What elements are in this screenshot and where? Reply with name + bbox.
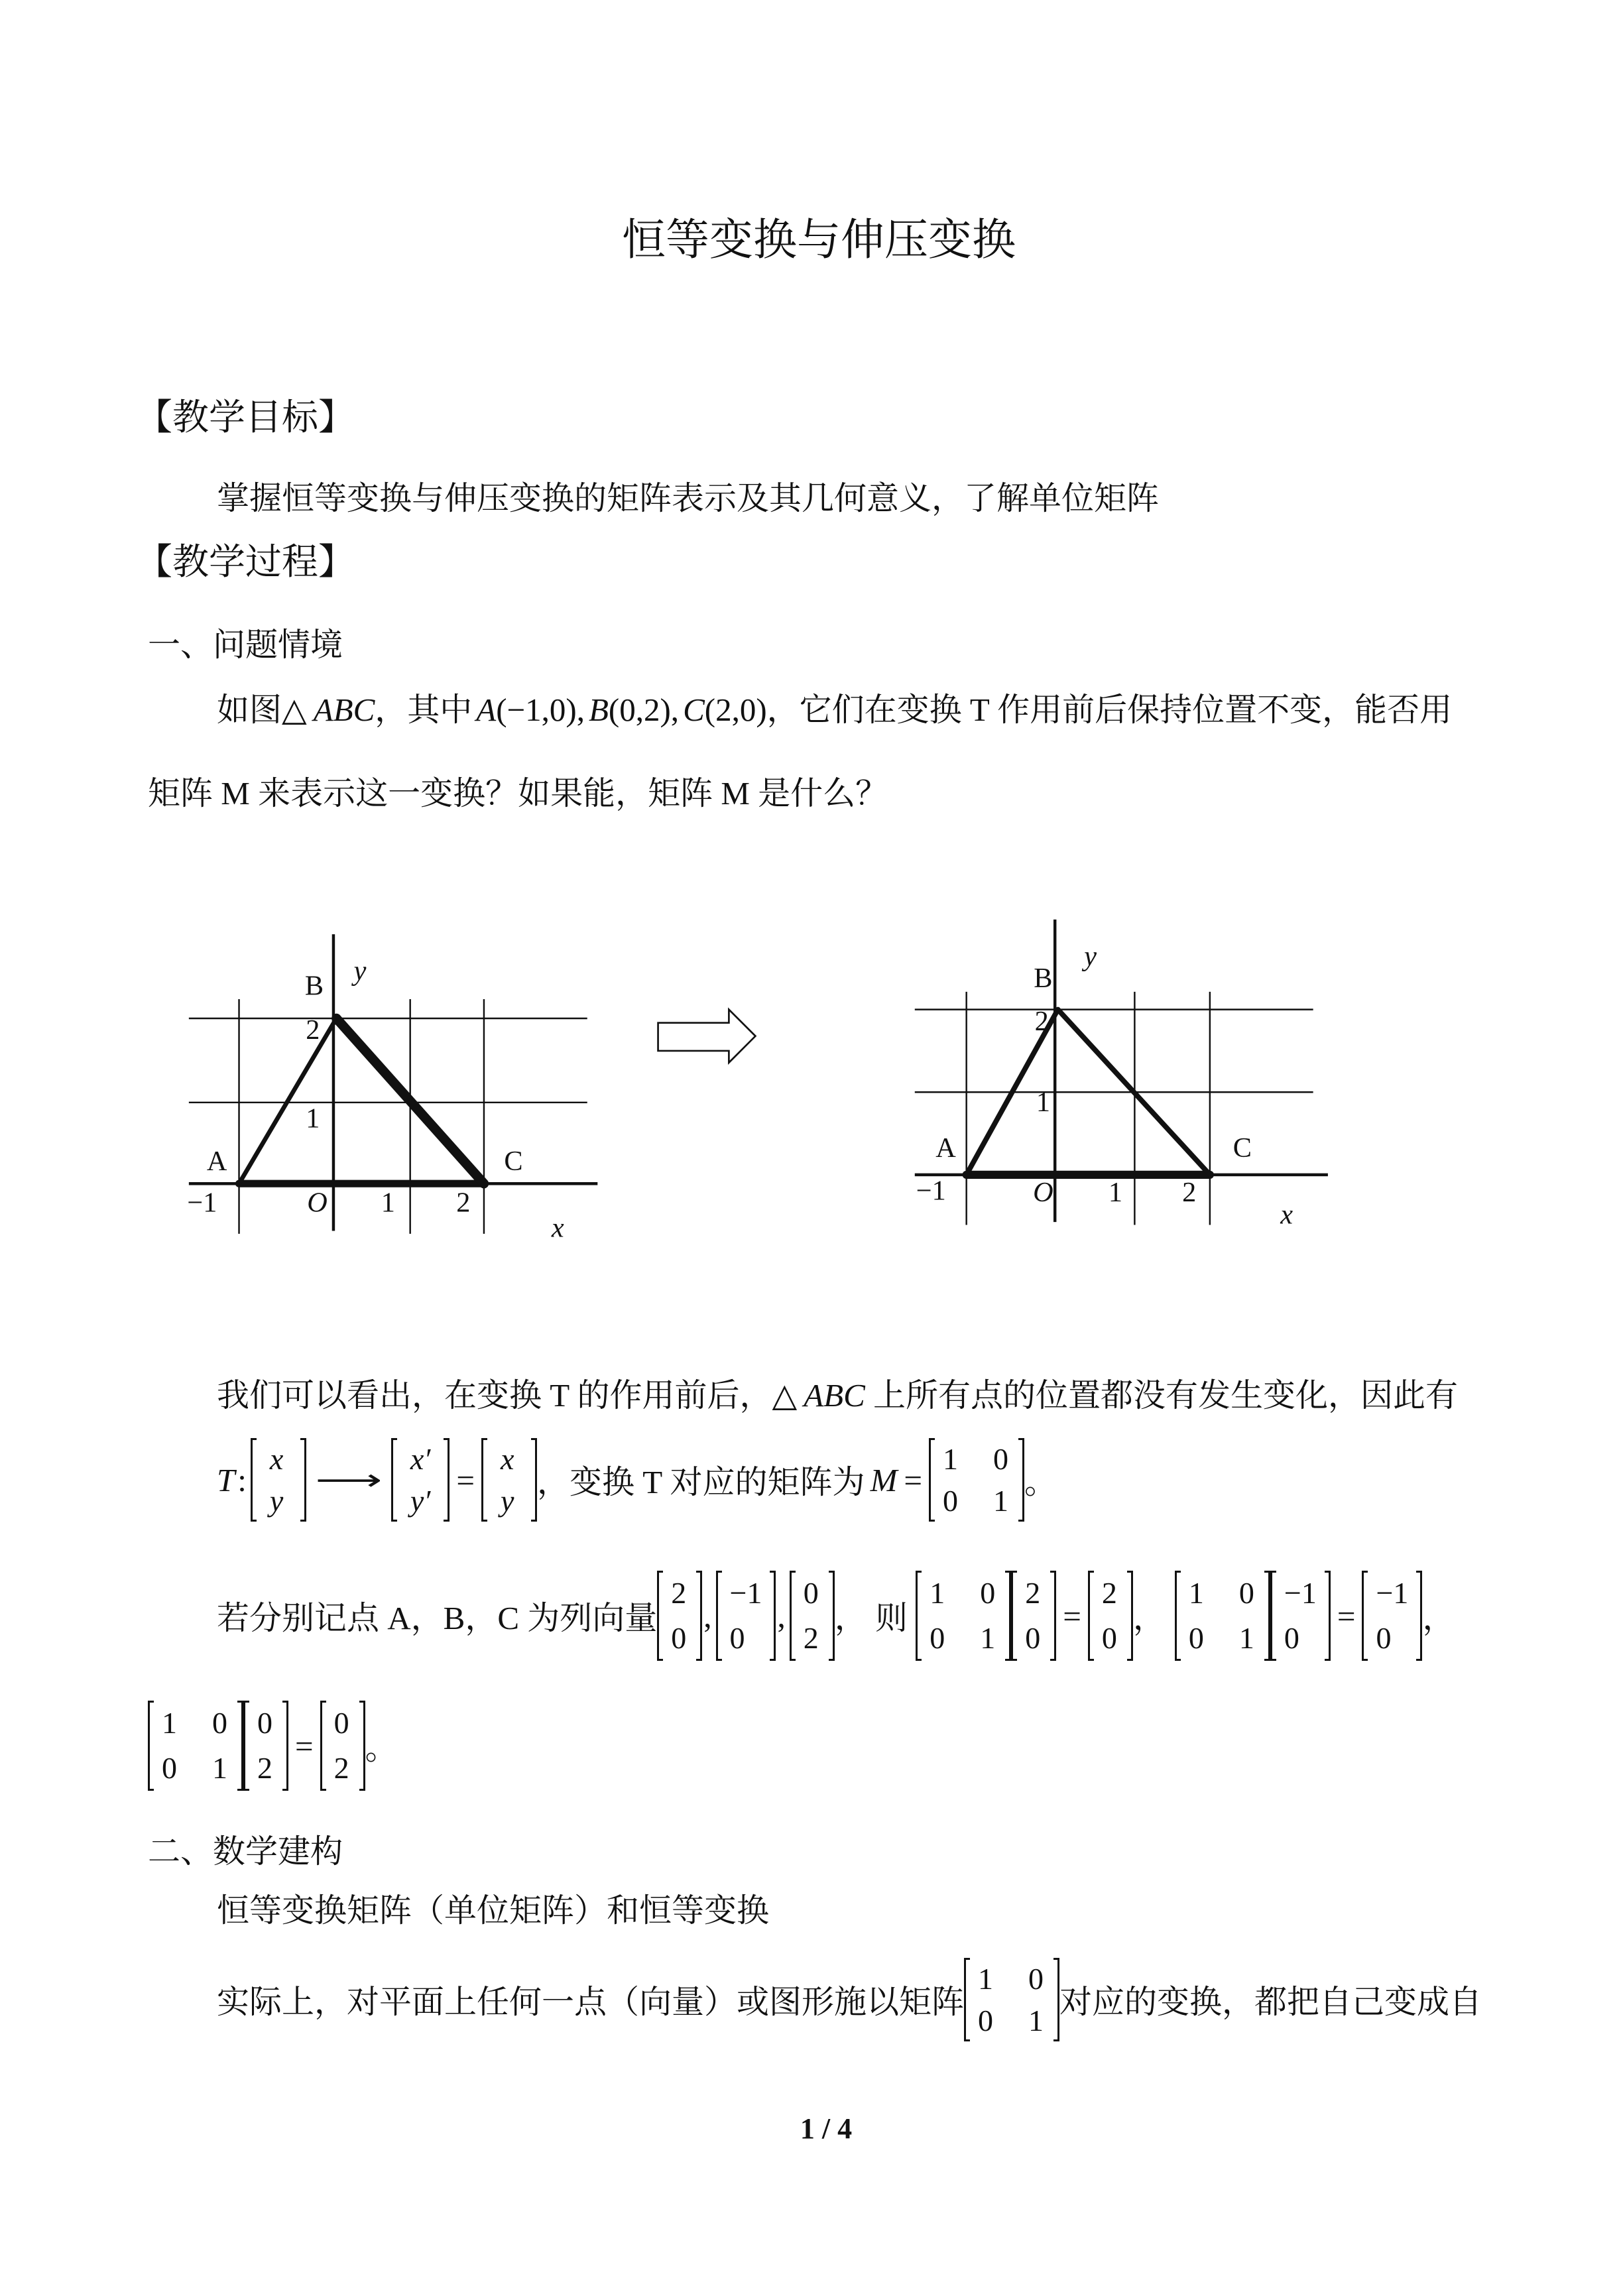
vector-cell: x — [501, 1442, 514, 1476]
part2-body-lead: 实际上，对平面上任何一点（向量）或图形施以矩阵 — [217, 1984, 965, 2020]
vector-cell: −1 — [1376, 1576, 1409, 1610]
triangle-name: ABC — [313, 692, 375, 728]
operand-vector — [1011, 1571, 1056, 1661]
x-tick-label-neg1: −1 — [916, 1175, 946, 1207]
mapping-text: ，变换 T 对应的矩阵为 — [537, 1464, 865, 1500]
point-b-name: B — [588, 692, 609, 728]
equals-sign: = — [295, 1727, 314, 1764]
sentence-end: 。 — [1024, 1464, 1057, 1500]
vertex-label-c: C — [1232, 1132, 1252, 1164]
right-bracket — [1416, 1571, 1422, 1661]
matrix-cell: 1 — [943, 1442, 959, 1476]
matrix-cell: 0 — [943, 1484, 959, 1518]
y-axis-label: y — [1084, 940, 1097, 972]
transform-symbol: T — [217, 1461, 235, 1498]
y-tick-label-1: 1 — [306, 1103, 320, 1134]
column-vectors-lead: 若分别记点 A，B，C 为列向量 — [217, 1600, 658, 1636]
maps-to-arrow: ⟶ — [315, 1463, 383, 1497]
x-tick-label-neg1: −1 — [187, 1187, 217, 1219]
triangle-figures — [0, 915, 1623, 1299]
left-bracket — [481, 1438, 487, 1522]
observation-line — [217, 1376, 1458, 1415]
matrix-cell: 0 — [1188, 1621, 1204, 1655]
y-tick-label-2: 2 — [306, 1014, 320, 1046]
vector-cell: x — [269, 1442, 284, 1476]
goal-heading: 【教学目标】 — [136, 397, 355, 438]
y-axis-label: y — [353, 955, 367, 987]
product-end: ， — [1132, 1600, 1166, 1636]
right-bracket — [1127, 1571, 1133, 1661]
figure-after — [915, 920, 1328, 1230]
matrix-entries — [970, 1958, 1053, 2041]
equals-sign: = — [456, 1461, 475, 1498]
column-vector — [657, 1571, 702, 1661]
matrix-entries — [1094, 1571, 1127, 1661]
comma: , — [777, 1597, 786, 1634]
part2-heading: 二、数学建构 — [148, 1833, 343, 1870]
right-bracket — [696, 1571, 702, 1661]
y-tick-label-2: 2 — [1034, 1005, 1049, 1037]
vertex-label-b: B — [1034, 963, 1053, 995]
matrix-entries — [1017, 1571, 1050, 1661]
goal-text: 掌握恒等变换与伸压变换的矩阵表示及其几何意义，了解单位矩阵 — [217, 480, 1160, 516]
intro-middle: ，其中 — [375, 692, 473, 728]
matrix-product — [916, 1571, 1166, 1661]
right-bracket — [1053, 1958, 1059, 2041]
equals-sign: = — [904, 1461, 923, 1498]
observation-lead: 我们可以看出，在变换 T 的作用前后， — [217, 1377, 772, 1414]
left-bracket — [790, 1571, 796, 1661]
column-vectors-line-2 — [148, 1699, 398, 1792]
matrix-entries — [487, 1438, 531, 1522]
result-vector — [1362, 1571, 1422, 1661]
matrix-cell: 0 — [212, 1706, 227, 1740]
vector-cell: 0 — [671, 1621, 687, 1655]
matrix-entries — [154, 1701, 237, 1791]
column-vector — [716, 1571, 776, 1661]
part1-heading: 一、问题情境 — [148, 627, 343, 663]
vector-cell: −1 — [729, 1576, 762, 1610]
vector-cell: 2 — [671, 1576, 687, 1610]
vector-cell: 0 — [1101, 1621, 1117, 1655]
y-tick-label-1: 1 — [1036, 1087, 1050, 1118]
point-c-name: C — [683, 692, 705, 728]
vector-cell: y′ — [410, 1484, 431, 1518]
matrix-product — [1175, 1571, 1455, 1661]
vector-cell: y — [501, 1484, 514, 1518]
matrix-symbol: M — [870, 1461, 898, 1498]
matrix-cell: 1 — [978, 1962, 994, 1996]
matrix-entries — [796, 1571, 829, 1661]
matrix-cell: 0 — [162, 1751, 177, 1785]
right-bracket — [531, 1438, 537, 1522]
vector-cell: 2 — [1025, 1576, 1041, 1610]
left-bracket — [1270, 1571, 1276, 1661]
origin-label: O — [307, 1187, 328, 1219]
triangle-side-ab — [239, 1018, 337, 1183]
left-bracket — [1011, 1571, 1017, 1661]
left-bracket — [251, 1438, 257, 1522]
column-vector — [790, 1571, 835, 1661]
point-a-coords: (−1,0), — [496, 692, 585, 728]
operand-vector — [1270, 1571, 1331, 1661]
identity-matrix — [1175, 1571, 1270, 1661]
product-end: ， — [1422, 1600, 1455, 1636]
matrix-cell: 0 — [1238, 1576, 1254, 1610]
right-bracket — [1018, 1438, 1024, 1522]
column-vectors-line — [217, 1566, 1455, 1665]
equals-sign: = — [1063, 1597, 1081, 1634]
right-bracket — [829, 1571, 835, 1661]
matrix-cell: 0 — [978, 2004, 994, 2037]
left-bracket — [964, 1958, 970, 2041]
x-axis-label: x — [1280, 1199, 1293, 1231]
matrix-entries — [1368, 1571, 1416, 1661]
page-number: 1 / 4 — [800, 2112, 853, 2145]
matrix-entries — [1181, 1571, 1264, 1661]
operand-vector — [243, 1701, 288, 1791]
identity-matrix — [964, 1958, 1059, 2041]
mapping-formula — [217, 1433, 1057, 1526]
left-bracket — [320, 1701, 326, 1791]
colon: : — [237, 1461, 247, 1498]
result-vector — [320, 1701, 365, 1791]
comma: , — [703, 1597, 712, 1634]
part2-body-tail: 对应的变换，都把自己变成自 — [1059, 1984, 1482, 2020]
part2-body-line — [217, 1953, 1482, 2046]
right-bracket — [444, 1438, 450, 1522]
matrix-cell: 0 — [1028, 1962, 1044, 1996]
left-bracket — [716, 1571, 722, 1661]
left-bracket — [1362, 1571, 1368, 1661]
left-bracket — [148, 1701, 154, 1791]
matrix-cell: 1 — [212, 1751, 227, 1785]
matrix-product — [148, 1701, 398, 1791]
matrix-entries — [249, 1701, 282, 1791]
matrix-entries — [935, 1438, 1018, 1522]
vertex-label-b: B — [304, 970, 324, 1002]
origin-label: O — [1033, 1176, 1053, 1208]
vector-cell: 2 — [333, 1751, 349, 1785]
x-tick-label-1: 1 — [381, 1187, 395, 1219]
figure-before — [187, 934, 597, 1243]
left-bracket — [243, 1701, 249, 1791]
matrix-cell: 0 — [993, 1442, 1009, 1476]
triangle-name: ABC — [804, 1377, 865, 1414]
matrix-cell: 1 — [162, 1706, 177, 1740]
left-bracket — [916, 1571, 922, 1661]
matrix-cell: 0 — [980, 1576, 996, 1610]
right-bracket — [770, 1571, 776, 1661]
process-heading: 【教学过程】 — [136, 542, 355, 582]
vector-cell: 0 — [1284, 1621, 1299, 1655]
matrix-cell: 1 — [980, 1621, 996, 1655]
right-bracket — [1264, 1571, 1270, 1661]
intro-lead: 如图 — [217, 692, 282, 728]
hollow-right-arrow-icon — [658, 1010, 756, 1063]
matrix-cell: 0 — [930, 1621, 945, 1655]
matrix-entries — [922, 1571, 1005, 1661]
point-c-coords: (2,0) — [704, 692, 767, 728]
matrix-entries — [326, 1701, 359, 1791]
unchanged-vector — [481, 1438, 537, 1522]
right-bracket — [359, 1701, 365, 1791]
matrix-cell: 1 — [993, 1484, 1009, 1518]
intro-line-2: 矩阵 M 来表示这一变换？如果能，矩阵 M 是什么？ — [148, 775, 888, 812]
right-bracket — [1050, 1571, 1056, 1661]
matrix-cell: 1 — [1188, 1576, 1204, 1610]
vertex-label-c: C — [504, 1146, 523, 1178]
matrix-entries — [1276, 1571, 1325, 1661]
vector-cell: 0 — [803, 1576, 819, 1610]
triangle-symbol: △ — [772, 1377, 798, 1414]
matrix-cell: 1 — [1028, 2004, 1044, 2037]
right-bracket — [1005, 1571, 1011, 1661]
vector-cell: y — [269, 1484, 284, 1518]
x-tick-label-1: 1 — [1108, 1176, 1123, 1208]
vector-cell: −1 — [1284, 1576, 1317, 1610]
vertex-label-a: A — [935, 1132, 956, 1164]
vector-cell: 0 — [257, 1706, 272, 1740]
page-title: 恒等变换与伸压变换 — [622, 216, 1016, 265]
vector-cell: 0 — [333, 1706, 349, 1740]
matrix-cell: 1 — [1238, 1621, 1254, 1655]
vector-cell: 2 — [257, 1751, 272, 1785]
point-a-name: A — [476, 692, 497, 728]
identity-matrix — [929, 1438, 1024, 1522]
part2-subheading: 恒等变换矩阵（单位矩阵）和恒等变换 — [217, 1892, 770, 1929]
triangle — [239, 1018, 484, 1183]
result-vector — [1088, 1571, 1133, 1661]
intro-line — [217, 691, 1452, 729]
x-tick-label-2: 2 — [456, 1187, 471, 1219]
vector-cell: 2 — [803, 1621, 819, 1655]
observation-tail: 上所有点的位置都没有发生变化，因此有 — [865, 1377, 1459, 1414]
matrix-cell: 1 — [930, 1576, 945, 1610]
x-axis-label: x — [551, 1212, 564, 1244]
left-bracket — [1175, 1571, 1181, 1661]
then-text: ， 则 — [834, 1600, 916, 1636]
vertex-label-a: A — [206, 1146, 227, 1178]
product-end: 。 — [365, 1730, 398, 1766]
left-bracket — [657, 1571, 663, 1661]
identity-matrix — [148, 1701, 243, 1791]
equals-sign: = — [1337, 1597, 1356, 1634]
right-bracket — [237, 1701, 243, 1791]
matrix-entries — [663, 1571, 696, 1661]
vector-cell: x′ — [410, 1442, 431, 1476]
triangle-symbol: △ — [282, 692, 307, 728]
vector-cell: 2 — [1101, 1576, 1117, 1610]
vector-cell: 0 — [1025, 1621, 1041, 1655]
matrix-entries — [722, 1571, 770, 1661]
right-bracket — [282, 1701, 288, 1791]
left-bracket — [1088, 1571, 1094, 1661]
identity-matrix — [916, 1571, 1011, 1661]
x-tick-label-2: 2 — [1182, 1176, 1197, 1208]
left-bracket — [929, 1438, 935, 1522]
intro-tail: ，它们在变换 T 作用前后保持位置不变，能否用 — [766, 692, 1453, 728]
vector-cell: 0 — [729, 1621, 745, 1655]
right-bracket — [1325, 1571, 1331, 1661]
point-b-coords: (0,2), — [608, 692, 680, 728]
vector-cell: 0 — [1376, 1621, 1392, 1655]
